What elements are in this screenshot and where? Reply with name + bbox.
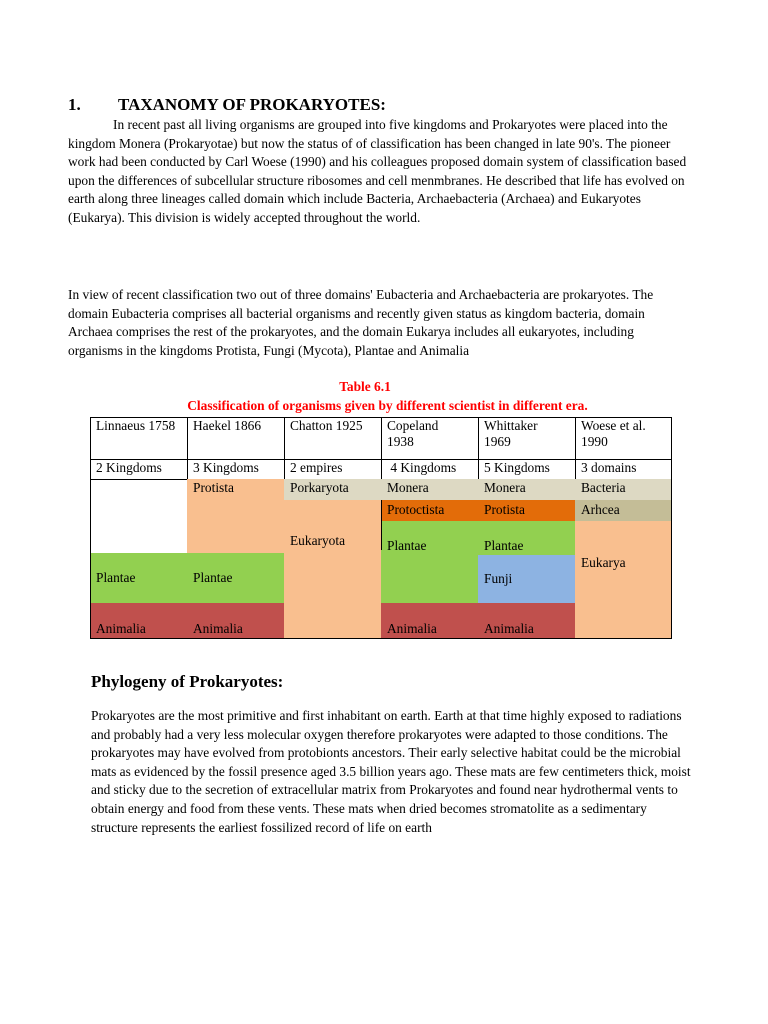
intro-paragraph [68,116,688,228]
table-border-right [671,417,672,639]
cell-text: Arhcea [581,502,620,517]
table-col-rule [381,417,382,479]
cell-text: Protista [193,480,234,495]
cell-text: Animalia [193,621,243,636]
classification-paragraph: In view of recent classification two out of three domains' Eubacteria and Archaebacteria are prokaryotes. The domain Eubacteria comprises all bacterial organisms and recently given status as kingdom bacteria, domain Archaea comprises the rest of the prokaryotes, and the domain Eukarya includes all eukaryotes, including organisms in the kingdoms Protista, Fungi (Mycota), Plantae and Animalia [68,287,654,358]
cell-whittaker-funji [478,555,575,603]
cell-chatton-porkaryota [284,479,381,500]
table-col-rule [575,417,576,479]
header-woese: Woese et al. 1990 [581,418,646,449]
cell-text: Animalia [96,621,146,636]
cell-text: Eukarya [581,555,626,570]
intro-paragraph-text: In recent past all living organisms are grouped into five kingdoms and Prokaryotes were placed into the kingdom Monera (Prokaryotae) but now the status of of classification has been changed in late 90's. The pioneer work had been conducted by Carl Woese (1990) and his colleagues proposed domain system of classification based upon the differences of subcellular structure ribosomes and cell menmbranes. He described that life has evolved on earth along three lineages called domain which include Bacteria, Archaebacteria (Archaea) and Eukaryotes (Eukarya). This division is widely accepted throughout the world. [68,117,687,225]
cell-text: Monera [484,480,526,495]
table-caption: Classification of organisms given by different scientist in different era. [187,398,588,413]
count-whittaker: 5 Kingdoms [484,460,550,475]
cell-whittaker-protista [478,500,575,521]
header-copeland: Copeland 1938 [387,418,439,449]
phylogeny-title: Phylogeny of Prokaryotes: [91,672,284,691]
table-border-left [90,417,91,639]
phylogeny-paragraph: Prokaryotes are the most primitive and first inhabitant on earth. Earth at that time highly exposed to radiations and probably had a very less molecular oxygen therefore prokaryotes were adapted to those conditions. The prokaryotes may have evolved from protobionts ancestors. Their early selective habitat could be the microbial mats as evidenced by the fossil presence aged 3.5 billion years ago. These mats are few centimeters thick, moist and sticky due to the secretion of extracellular matrix from Prokaryotes and found near hydrothermal vents to obtain energy and food from these vents. These mats when dried becomes stromatolite as a sedimentary structure represents the earliest fossilized record of life on earth [91,708,691,835]
cell-text: Animalia [387,621,437,636]
cell-text: Plantae [484,538,524,553]
cell-haekel-protista [187,479,284,553]
cell-chatton-eukaryota [284,500,381,638]
cell-linnaeus-animalia [90,603,187,638]
table-rule-count [90,479,187,480]
count-linnaeus: 2 Kingdoms [96,460,162,475]
table-col-rule [478,417,479,479]
cell-text: Animalia [484,621,534,636]
header-whittaker: Whittaker 1969 [484,418,538,449]
section-number: 1. [68,95,81,114]
cell-whittaker-plantae [478,521,575,555]
count-copeland: 4 Kingdoms [387,460,457,475]
cell-whittaker-animalia [478,603,575,638]
cell-text: Protoctista [387,502,445,517]
cell-copeland-monera [381,479,478,500]
cell-text: Eukaryota [290,533,346,548]
cell-linnaeus-plantae [90,553,187,603]
cell-text: Plantae [387,538,427,553]
cell-whittaker-monera [478,479,575,500]
header-haekel: Haekel 1866 [193,418,262,433]
section-heading [68,95,386,115]
cell-text: Porkaryota [290,480,349,495]
cell-copeland-protoctista [381,500,478,521]
cell-copeland-animalia [381,603,478,638]
cell-haekel-plantae [187,553,284,603]
section-title: TAXANOMY OF PROKARYOTES: [118,95,386,114]
cell-text: Plantae [96,570,136,585]
header-linnaeus: Linnaeus 1758 [96,418,176,433]
table-label: Table 6.1 [339,379,391,394]
cell-text: Plantae [193,570,233,585]
table-col-rule [284,417,285,479]
cell-woese-arhcea [575,500,672,521]
cell-text: Funji [484,571,513,586]
cell-woese-eukarya [575,521,672,638]
table-col-rule [381,500,382,550]
cell-text: Monera [387,480,429,495]
header-chatton: Chatton 1925 [290,418,363,433]
cell-copeland-plantae [381,521,478,603]
table-col-rule [187,417,188,479]
count-chatton: 2 empires [290,460,343,475]
classification-table [90,417,672,639]
table-border-bottom [90,638,672,639]
cell-haekel-animalia [187,603,284,638]
cell-woese-bacteria [575,479,672,500]
count-woese: 3 domains [581,460,637,475]
cell-text: Bacteria [581,480,626,495]
cell-text: Protista [484,502,525,517]
count-haekel: 3 Kingdoms [193,460,259,475]
